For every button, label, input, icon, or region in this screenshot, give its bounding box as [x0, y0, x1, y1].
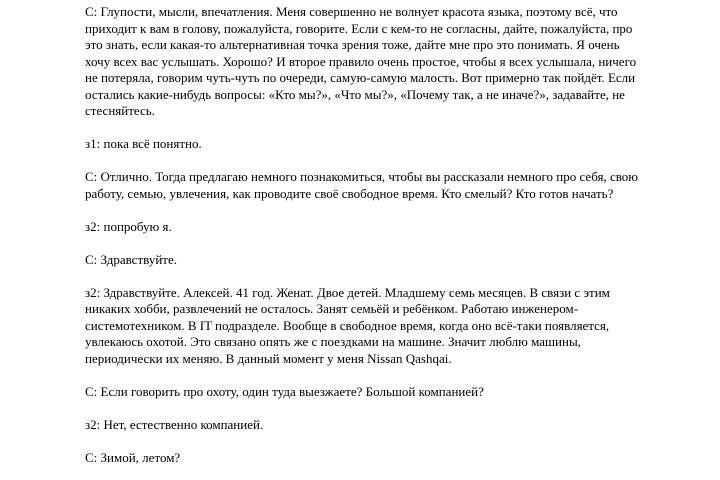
transcript-paragraph: С: Здравствуйте. — [85, 251, 177, 267]
transcript-paragraph: з1: пока всё понятно. — [85, 136, 202, 151]
transcript-body — [85, 4, 645, 466]
transcript-paragraph: С: Отлично. Тогда предлагаю немного познакомиться, чтобы вы рассказали немного про себя, свою работу, семью, увлечения, как проводите своё свободное время. Кто смелый? Кто готов начать? — [85, 169, 638, 201]
transcript-paragraph: з2: Здравствуйте. Алексей. 41 год. Женат. Двое детей. Младшему семь месяцев. В связи с этим никаких хобби, развлечений не осталось. Занят семьёй и ребёнком. Работаю инженером-системотехником. В IT подразделе. Вообще в свободное время, когда оно всё-таки появляется, увлекаюсь охотой. Это связано опять же с поездками на машине. Значит люблю машины, периодически их меняю. В данный момент у меня Nissan Qashqai. — [85, 284, 610, 366]
transcript-paragraph: С: Зимой, летом? — [85, 449, 181, 465]
transcript-paragraph: С: Глупости, мысли, впечатления. Меня совершенно не волнует красота языка, поэтому всё, что приходит к вам в голову, пожалуйста, говорите. Если с кем-то не согласны, дайте, пожалуйста, про это знать, если какая-то альтернативная точка зрения тоже, дайте мне про это понимать. Я очень хочу всех вас услышать. Хорошо? И второе правило очень простое, чтобы я всех услышала, ничего не потеряла, говорим чуть-чуть по очереди, самую-самую малость. Вот примерно так пойдёт. Если остались какие-нибудь вопросы: «Кто мы?», «Что мы?», «Почему так, а не иначе?», задавайте, не стесняйтесь. — [85, 4, 637, 118]
transcript-paragraph: С: Если говорить про охоту, один туда выезжаете? Большой компанией? — [85, 383, 484, 399]
transcript-paragraph: з2: попробую я. — [85, 218, 172, 234]
transcript-paragraph: з2: Нет, естественно компанией. — [85, 416, 264, 432]
